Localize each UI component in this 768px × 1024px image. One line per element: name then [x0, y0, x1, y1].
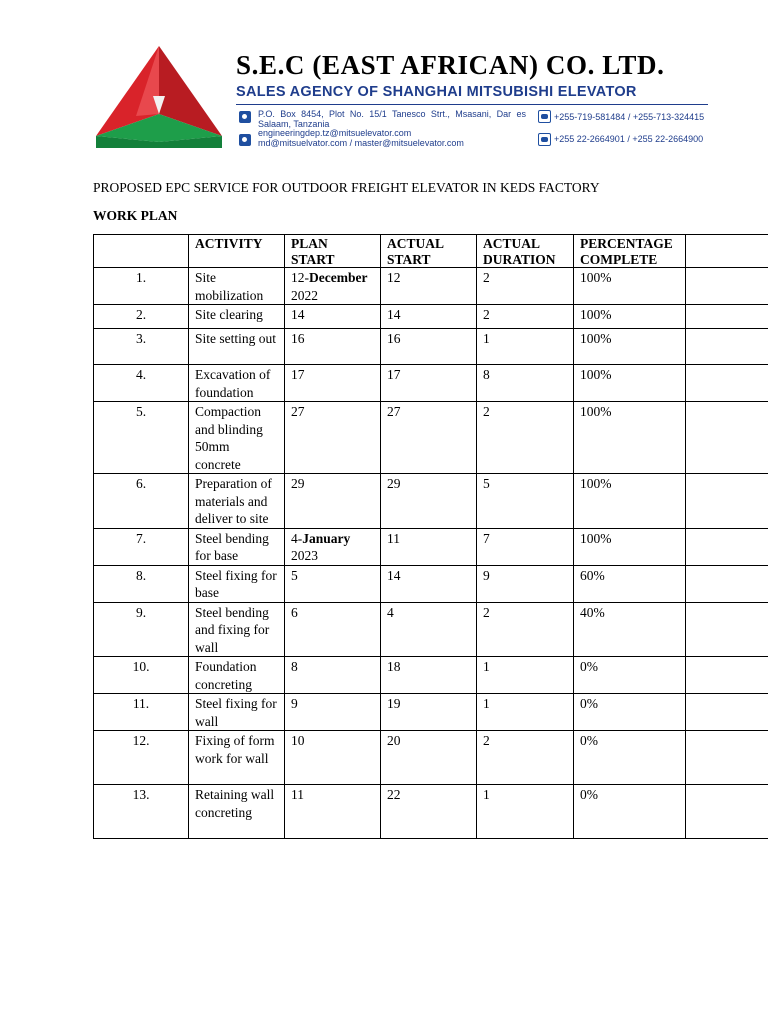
header-divider [236, 104, 708, 105]
extra-cell [686, 365, 768, 402]
company-name: S.E.C (EAST AFRICAN) CO. LTD. [236, 50, 665, 80]
extra-cell [686, 785, 768, 839]
plan-start-cell [285, 474, 381, 529]
plan-start-day: 12- [291, 270, 309, 285]
actual-start-cell: 14 [381, 305, 477, 329]
plan-start-year: 2023 [291, 548, 318, 563]
company-logo [96, 44, 222, 148]
table-header-row [94, 235, 768, 268]
plan-start-cell [285, 694, 381, 731]
work-plan-heading: WORK PLAN [93, 208, 178, 223]
plan-start-day: 27 [291, 404, 305, 419]
plan-start-day: 16 [291, 331, 305, 346]
document-title: PROPOSED EPC SERVICE FOR OUTDOOR FREIGHT ELEVATOR IN KEDS FACTORY [93, 180, 600, 195]
percentage-complete-cell: 100% [574, 305, 686, 329]
row-number: 10. [94, 657, 189, 694]
percentage-complete-cell: 100% [574, 528, 686, 565]
activity-cell: Excavation of foundation [189, 365, 285, 402]
plan-start-cell [285, 329, 381, 365]
plan-start-day: 5 [291, 567, 298, 583]
plan-start-day: 10 [291, 733, 305, 748]
plan-start-cell [285, 365, 381, 402]
activity-cell: Steel fixing for base [189, 565, 285, 602]
percentage-complete-cell: 100% [574, 268, 686, 305]
table-row [94, 602, 768, 657]
plan-start-cell [285, 268, 381, 305]
actual-start-cell: 12 [381, 268, 477, 305]
actual-start-cell: 20 [381, 731, 477, 785]
email-text: engineeringdep.tz@mitsuelevator.com md@mitsuelvator.com / master@mitsuelevator.com [258, 128, 464, 148]
activity-cell: Compaction and blinding 50mm concrete [189, 402, 285, 474]
plan-start-cell [285, 402, 381, 474]
row-number: 11. [94, 694, 189, 731]
column-header-number [94, 235, 189, 268]
row-number: 3. [94, 329, 189, 365]
actual-start-cell: 29 [381, 474, 477, 529]
address-text: P.O. Box 8454, Plot No. 15/1 Tanesco Strt., Msasani, Dar es Salaam, Tanzania [258, 109, 526, 129]
table-row [94, 565, 768, 602]
plan-start-day: 11 [291, 787, 304, 802]
actual-start-cell: 16 [381, 329, 477, 365]
actual-start-cell: 19 [381, 694, 477, 731]
email-icon [239, 134, 251, 146]
actual-start-cell: 17 [381, 365, 477, 402]
percentage-complete-cell: 0% [574, 785, 686, 839]
plan-start-cell [285, 565, 381, 602]
percentage-complete-cell: 0% [574, 657, 686, 694]
column-header-actual-duration: ACTUAL DURATION [477, 235, 574, 268]
activity-cell: Fixing of form work for wall [189, 731, 285, 785]
row-number: 1. [94, 268, 189, 305]
actual-start-cell: 11 [381, 528, 477, 565]
activity-cell: Site setting out [189, 329, 285, 365]
extra-cell [686, 565, 768, 602]
table-row [94, 268, 768, 305]
column-header-plan-start: PLAN START [285, 235, 381, 268]
extra-cell [686, 305, 768, 329]
extra-cell [686, 402, 768, 474]
actual-duration-cell: 2 [477, 305, 574, 329]
table-row [94, 305, 768, 329]
plan-start-month: December [309, 270, 368, 285]
percentage-complete-cell: 0% [574, 731, 686, 785]
plan-start-day: 9 [291, 696, 298, 711]
actual-duration-cell: 1 [477, 785, 574, 839]
extra-cell [686, 528, 768, 565]
actual-duration-cell: 1 [477, 657, 574, 694]
extra-cell [686, 474, 768, 529]
work-plan-table [93, 234, 768, 839]
activity-cell: Site mobilization [189, 268, 285, 305]
plan-start-cell [285, 528, 381, 565]
activity-cell: Foundation concreting [189, 657, 285, 694]
activity-cell: Steel fixing for wall [189, 694, 285, 731]
column-header-extra [686, 235, 768, 268]
mobile-phone-icon [538, 110, 551, 123]
telephone-icon [538, 133, 551, 146]
telephone-text: +255 22-2664901 / +255 22-2664900 [554, 134, 704, 144]
table-row [94, 694, 768, 731]
plan-start-cell [285, 785, 381, 839]
column-header-percentage-complete: PERCENTAGE COMPLETE [574, 235, 686, 268]
activity-cell: Retaining wall concreting [189, 785, 285, 839]
activity-cell: Steel bending for base [189, 528, 285, 565]
plan-start-day: 17 [291, 367, 305, 382]
plan-start-day: 29 [291, 476, 305, 491]
plan-start-cell [285, 305, 381, 329]
plan-start-year: 2022 [291, 287, 318, 303]
actual-duration-cell: 7 [477, 528, 574, 565]
actual-duration-cell: 1 [477, 329, 574, 365]
column-header-actual-start: ACTUAL START [381, 235, 477, 268]
percentage-complete-cell: 100% [574, 329, 686, 365]
plan-start-cell [285, 731, 381, 785]
table-row [94, 365, 768, 402]
actual-start-cell: 4 [381, 602, 477, 657]
actual-duration-cell: 1 [477, 694, 574, 731]
percentage-complete-cell: 40% [574, 602, 686, 657]
plan-start-day: 14 [291, 307, 305, 322]
extra-cell [686, 329, 768, 365]
row-number: 7. [94, 528, 189, 565]
activity-cell: Steel bending and fixing for wall [189, 602, 285, 657]
location-icon [239, 111, 251, 123]
mobile-text: +255-719-581484 / +255-713-324415 [554, 112, 705, 122]
table-row [94, 402, 768, 474]
actual-start-cell: 27 [381, 402, 477, 474]
row-number: 6. [94, 474, 189, 529]
extra-cell [686, 657, 768, 694]
actual-start-cell: 22 [381, 785, 477, 839]
extra-cell [686, 731, 768, 785]
actual-duration-cell: 2 [477, 268, 574, 305]
row-number: 2. [94, 305, 189, 329]
percentage-complete-cell: 100% [574, 474, 686, 529]
plan-start-month: January [302, 530, 351, 546]
actual-duration-cell: 2 [477, 731, 574, 785]
actual-duration-cell: 5 [477, 474, 574, 529]
plan-start-cell [285, 602, 381, 657]
table-row [94, 329, 768, 365]
table-row [94, 528, 768, 565]
plan-start-day: 8 [291, 659, 298, 674]
row-number: 9. [94, 602, 189, 657]
actual-duration-cell: 8 [477, 365, 574, 402]
agency-line: SALES AGENCY OF SHANGHAI MITSUBISHI ELEVATOR [236, 84, 637, 100]
percentage-complete-cell: 100% [574, 402, 686, 474]
row-number: 5. [94, 402, 189, 474]
plan-start-day: 6 [291, 604, 298, 620]
plan-start-day: 4- [291, 530, 303, 546]
percentage-complete-cell: 60% [574, 565, 686, 602]
extra-cell [686, 602, 768, 657]
percentage-complete-cell: 100% [574, 365, 686, 402]
activity-cell: Preparation of materials and deliver to site [189, 474, 285, 529]
row-number: 8. [94, 565, 189, 602]
actual-duration-cell: 2 [477, 602, 574, 657]
actual-start-cell: 18 [381, 657, 477, 694]
actual-duration-cell: 2 [477, 402, 574, 474]
row-number: 12. [94, 731, 189, 785]
row-number: 13. [94, 785, 189, 839]
table-row [94, 474, 768, 529]
column-header-activity: ACTIVITY [189, 235, 285, 268]
row-number: 4. [94, 365, 189, 402]
plan-start-cell [285, 657, 381, 694]
extra-cell [686, 694, 768, 731]
actual-start-cell: 14 [381, 565, 477, 602]
table-row [94, 731, 768, 785]
activity-cell: Site clearing [189, 305, 285, 329]
table-row [94, 785, 768, 839]
percentage-complete-cell: 0% [574, 694, 686, 731]
table-row [94, 657, 768, 694]
actual-duration-cell: 9 [477, 565, 574, 602]
extra-cell [686, 268, 768, 305]
